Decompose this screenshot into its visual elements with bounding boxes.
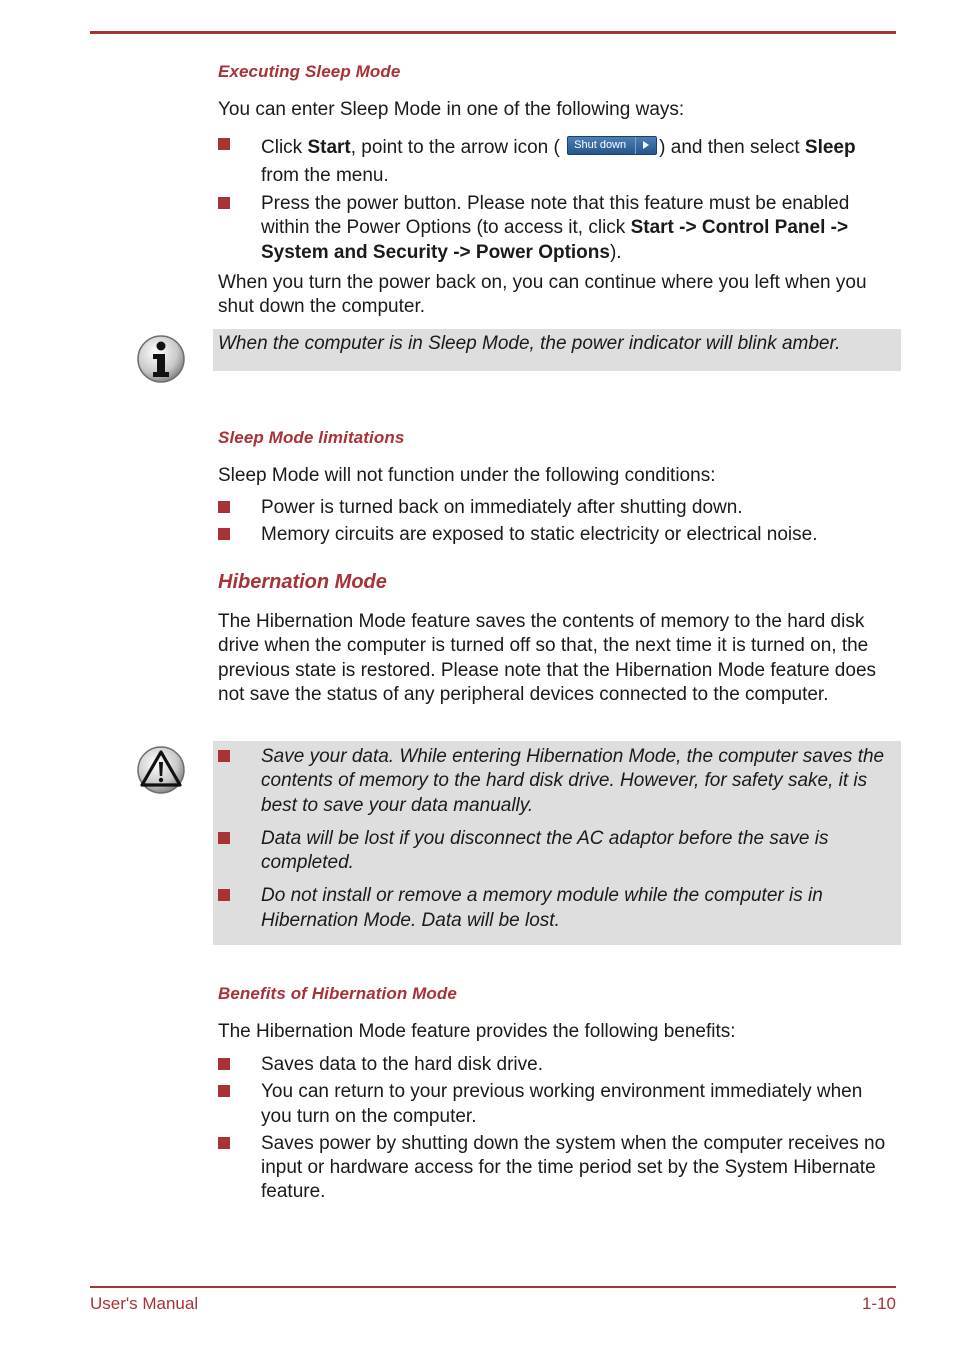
bullet-square <box>218 138 230 150</box>
list-item: Data will be lost if you disconnect the AC adaptor before the save is completed. <box>218 827 901 876</box>
note-box <box>213 329 901 371</box>
hibernation-description: The Hibernation Mode feature saves the contents of memory to the hard disk drive when the computer is turned off so that, the next time it is turned on, the previous state is restored. Please note that the Hibernation Mode feature does not save the status of any peripheral devices connected to the computer. <box>218 611 877 705</box>
benefits-intro: The Hibernation Mode feature provides the following benefits: <box>218 1021 736 1042</box>
list-item: You can return to your previous working environment immediately when you turn on the computer. <box>218 1080 898 1129</box>
footer-rule <box>90 1286 896 1288</box>
benefits-list <box>218 1053 898 1205</box>
note-text: When the computer is in Sleep Mode, the power indicator will blink amber. <box>218 333 841 354</box>
sleep-resume-text: When you turn the power back on, you can continue where you left when you shut down the computer. <box>218 272 867 318</box>
caution-box <box>213 741 901 945</box>
heading-executing-sleep-mode: Executing Sleep Mode <box>218 62 401 81</box>
list-item: Memory circuits are exposed to static electricity or electrical noise. <box>218 523 898 547</box>
info-icon <box>136 334 186 384</box>
list-item: Saves power by shutting down the system when the computer receives no input or hardware access for the time period set by the System Hibernate feature. <box>218 1132 898 1205</box>
limitations-intro: Sleep Mode will not function under the following conditions: <box>218 465 716 486</box>
bullet-square <box>218 750 230 762</box>
limitations-list <box>218 496 898 548</box>
footer-title: User's Manual <box>90 1294 199 1313</box>
sleep-methods-list <box>218 134 898 265</box>
list-item: Saves data to the hard disk drive. <box>218 1053 898 1077</box>
bullet-square <box>218 832 230 844</box>
page-number: 1-10 <box>861 1294 896 1313</box>
arrow-right-icon <box>635 137 656 154</box>
list-item: Save your data. While entering Hibernation Mode, the computer saves the contents of memory to the hard disk drive. However, for safety sake, it is best to save your data manually. <box>218 745 901 818</box>
list-item: Power is turned back on immediately after shutting down. <box>218 496 898 520</box>
bullet-square <box>218 501 230 513</box>
list-item: Press the power button. Please note that this feature must be enabled within the Power Options (to access it, click Start -> Control Panel -> System and Security -> Power Options). <box>218 192 898 265</box>
bullet-square <box>218 197 230 209</box>
shut-down-button-image: Shut down <box>567 136 657 155</box>
bullet-square <box>218 1137 230 1149</box>
heading-sleep-mode-limitations: Sleep Mode limitations <box>218 428 405 447</box>
bullet-square <box>218 1085 230 1097</box>
sleep-intro: You can enter Sleep Mode in one of the following ways: <box>218 99 685 120</box>
bullet-square <box>218 1058 230 1070</box>
bullet-square <box>218 889 230 901</box>
caution-list <box>213 741 901 933</box>
heading-benefits-of-hibernation-mode: Benefits of Hibernation Mode <box>218 984 457 1003</box>
bullet-square <box>218 528 230 540</box>
heading-hibernation-mode: Hibernation Mode <box>218 571 387 593</box>
list-item: Click Start, point to the arrow icon ( Shut down ) and then select Sleep from the menu. <box>218 134 898 190</box>
list-item: Do not install or remove a memory module while the computer is in Hibernation Mode. Data will be lost. <box>218 884 901 933</box>
warning-icon <box>136 745 186 795</box>
header-rule <box>90 31 896 34</box>
